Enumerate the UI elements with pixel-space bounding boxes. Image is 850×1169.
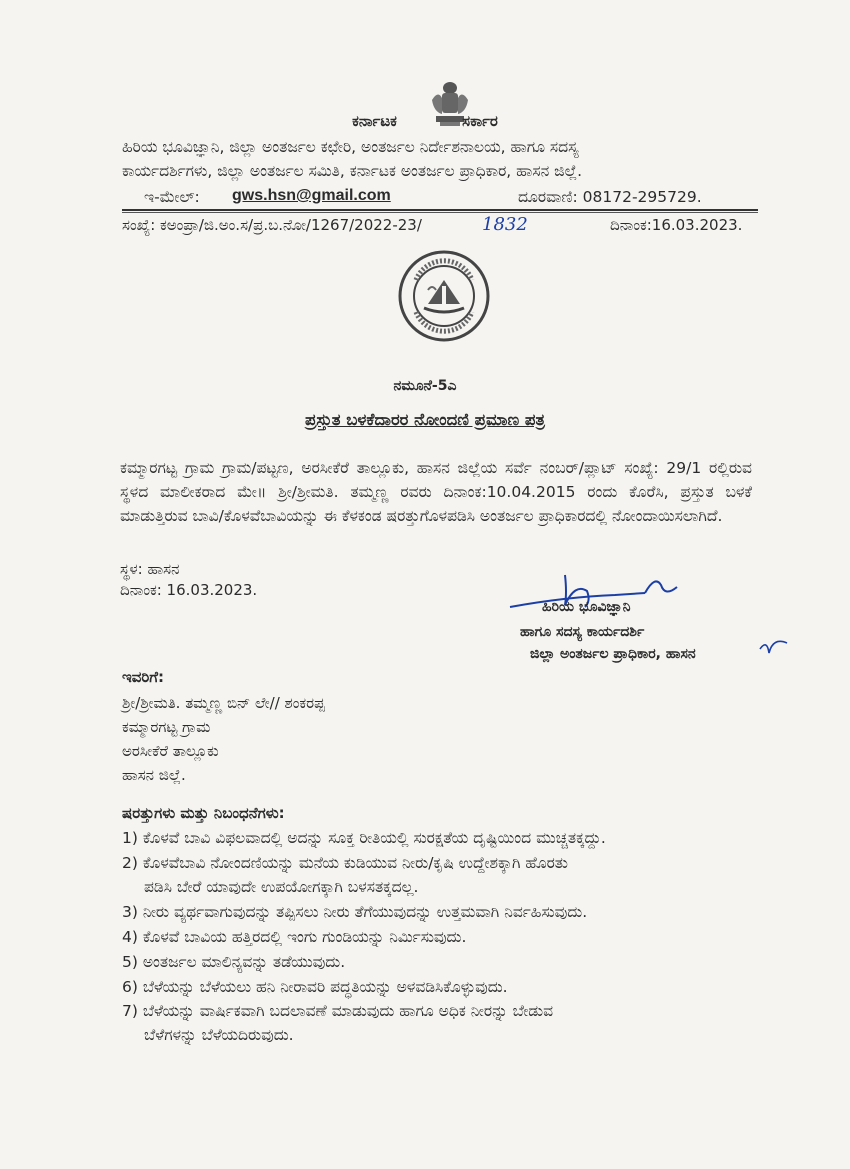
header-office-line1: ಹಿರಿಯ ಭೂವಿಜ್ಞಾನಿ, ಜಿಲ್ಲಾ ಅಂತರ್ಜಲ ಕಛೇರಿ, ಅಂತರ್ಜಲ ನಿರ್ದೇಶನಾಲಯ, ಹಾಗೂ ಸದಸ್ಯ — [122, 138, 579, 156]
header-state — [0, 112, 850, 130]
recipient-village: ಕಮ್ಮಾರಗಟ್ಟ ಗ್ರಾಮ — [122, 718, 211, 736]
reference-number: ಸಂಖ್ಯೆ: ಕಅಂಪ್ರಾ/ಜಿ.ಅಂ.ಸ/ಪ್ರ.ಬ.ನೋ/1267/2022-23/ — [122, 216, 422, 234]
date-line: ದಿನಾಂಕ: 16.03.2023. — [120, 581, 258, 599]
certificate-title — [0, 410, 850, 430]
condition-item: 5) ಅಂತರ್ಜಲ ಮಾಲಿನ್ಯವನ್ನು ತಡೆಯುವುದು. — [122, 953, 346, 971]
email-link[interactable]: gws.hsn@gmail.com — [232, 187, 391, 204]
signatory-designation: ಹಿರಿಯ ಭೂವಿಜ್ಞಾನಿ — [542, 599, 631, 615]
reference-date: ದಿನಾಂಕ:16.03.2023. — [610, 216, 743, 234]
signatory-role: ಹಾಗೂ ಸದಸ್ಯ ಕಾರ್ಯದರ್ಶಿ — [520, 624, 645, 640]
place-line: ಸ್ಥಳ: ಹಾಸನ — [120, 560, 180, 578]
condition-item: 4) ಕೊಳವೆ ಬಾವಿಯ ಹತ್ತಿರದಲ್ಲಿ ಇಂಗು ಗುಂಡಿಯನ್ನು ನಿರ್ಮಿಸುವುದು. — [122, 928, 467, 946]
header-state-right: ಸರ್ಕಾರ — [462, 112, 498, 130]
condition-item-continued: ಬೆಳೆಗಳನ್ನು ಬೆಳೆಯದಿರುವುದು. — [144, 1026, 294, 1044]
condition-item: 1) ಕೊಳವೆ ಬಾವಿ ವಿಫಲವಾದಲ್ಲಿ ಅದನ್ನು ಸೂಕ್ತ ರೀತಿಯಲ್ಲಿ ಸುರಕ್ಷತೆಯ ದೃಷ್ಟಿಯಿಂದ ಮುಚ್ಚತಕ್ಕದ್ದು. — [122, 829, 606, 847]
handwritten-reference-number: 1832 — [482, 214, 528, 235]
condition-item: 6) ಬೆಳೆಯನ್ನು ಬೆಳೆಯಲು ಹನಿ ನೀರಾವರಿ ಪದ್ಧತಿಯನ್ನು ಅಳವಡಿಸಿಕೊಳ್ಳುವುದು. — [122, 978, 508, 996]
condition-item: 7) ಬೆಳೆಯನ್ನು ವಾರ್ಷಿಕವಾಗಿ ಬದಲಾವಣೆ ಮಾಡುವುದು ಹಾಗೂ ಅಧಿಕ ನೀರನ್ನು ಬೇಡುವ — [122, 1002, 554, 1020]
conditions-title: ಷರತ್ತುಗಳು ಮತ್ತು ನಿಬಂಧನೆಗಳು: — [122, 804, 285, 822]
authority-seal-icon — [398, 250, 490, 342]
recipient-district: ಹಾಸನ ಜಿಲ್ಲೆ. — [122, 766, 186, 784]
email-label: ಇ-ಮೇಲ್: — [144, 188, 200, 206]
header-state-left: ಕರ್ನಾಟಕ — [352, 112, 397, 130]
condition-item: 2) ಕೊಳವೆಬಾವಿ ನೋಂದಣಿಯನ್ನು ಮನೆಯ ಕುಡಿಯುವ ನೀರು/ಕೃಷಿ ಉದ್ದೇಶಕ್ಕಾಗಿ ಹೊರತು — [122, 854, 568, 872]
certificate-title-text: ಪ್ರಸ್ತುತ ಬಳಕೆದಾರರ ನೋಂದಣಿ ಪ್ರಮಾಣ ಪತ್ರ — [305, 410, 545, 429]
condition-item-continued: ಪಡಿಸಿ ಬೇರೆ ಯಾವುದೇ ಉಪಯೋಗಕ್ಕಾಗಿ ಬಳಸತಕ್ಕದಲ್ಲ. — [144, 878, 419, 896]
condition-item: 3) ನೀರು ವ್ಯರ್ಥವಾಗುವುದನ್ನು ತಪ್ಪಿಸಲು ನೀರು ತೆಗೆಯುವುದನ್ನು ಉತ್ತಮವಾಗಿ ನಿರ್ವಹಿಸುವುದು. — [122, 903, 588, 921]
recipient-label: ಇವರಿಗೆ: — [122, 668, 165, 686]
header-office-line2: ಕಾರ್ಯದರ್ಶಿಗಳು, ಜಿಲ್ಲಾ ಅಂತರ್ಜಲ ಸಮಿತಿ, ಕರ್ನಾಟಕ ಅಂತರ್ಜಲ ಪ್ರಾಧಿಕಾರ, ಹಾಸನ ಜಿಲ್ಲೆ. — [122, 162, 583, 180]
recipient-taluk: ಅರಸೀಕೆರೆ ತಾಲ್ಲೂಕು — [122, 742, 219, 760]
certificate-body: ಕಮ್ಮಾರಗಟ್ಟ ಗ್ರಾಮ ಗ್ರಾಮ/ಪಟ್ಟಣ, ಅರಸೀಕೆರೆ ತಾಲ್ಲೂಕು, ಹಾಸನ ಜಿಲ್ಲೆಯ ಸರ್ವೆ ನಂಬರ್/ಪ್ಲಾಟ್ ಸಂಖ್ಯೆ: 29/1 ರಲ್ಲಿರುವ ಸ್ಥಳದ ಮಾಲೀಕರಾದ ಮೇ॥ ಶ್ರೀ/ಶ್ರೀಮತಿ. ತಮ್ಮಣ್ಣ ರವರು ದಿನಾಂಕ:10.04.2015 ರಂದು ಕೊರೆಸಿ, ಪ್ರಸ್ತುತ ಬಳಕೆ ಮಾಡುತ್ತಿರುವ ಬಾವಿ/ಕೊಳವೆಬಾವಿಯನ್ನು ಈ ಕೆಳಕಂಡ ಷರತ್ತುಗೊಳಪಡಿಸಿ ಅಂತರ್ಜಲ ಪ್ರಾಧಿಕಾರದಲ್ಲಿ ನೋಂದಾಯಿಸಲಾಗಿದೆ. — [120, 459, 752, 525]
header-divider-thin — [122, 212, 758, 213]
header-divider — [122, 209, 758, 211]
form-number: ನಮೂನೆ-5ಎ — [393, 378, 457, 394]
recipient-name: ಶ್ರೀ/ಶ್ರೀಮತಿ. ತಮ್ಮಣ್ಣ ಬಿನ್ ಲೇ// ಶಂಕರಪ್ಪ — [122, 694, 325, 712]
signatory-office: ಜಿಲ್ಲಾ ಅಂತರ್ಜಲ ಪ್ರಾಧಿಕಾರ, ಹಾಸನ — [530, 646, 696, 662]
phone-number: ದೂರವಾಣಿ: 08172-295729. — [518, 188, 702, 206]
